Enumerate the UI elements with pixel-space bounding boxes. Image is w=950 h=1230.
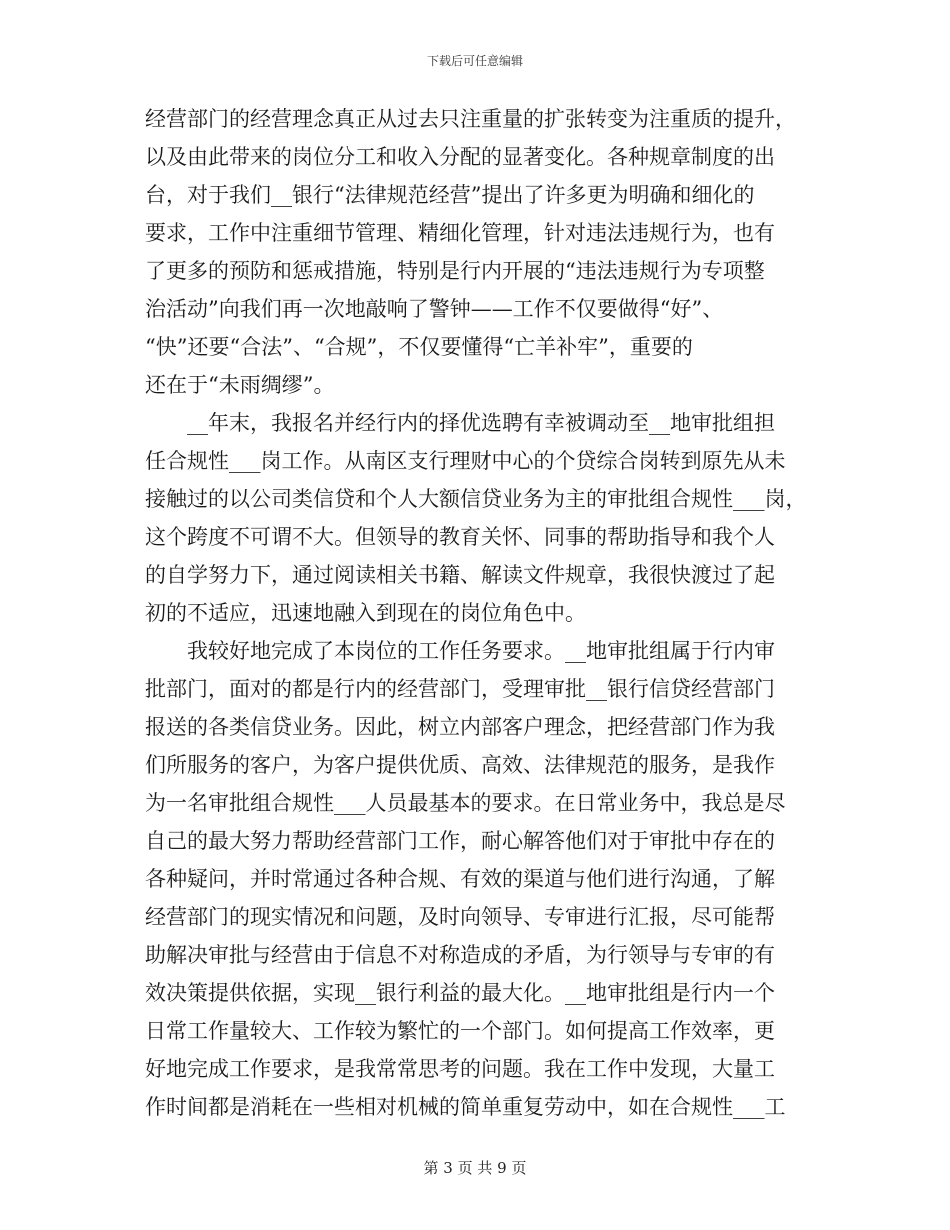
text-line: 报送的各类信贷业务。因此，树立内部客户理念，把经营部门作为我 xyxy=(145,715,775,739)
text-line: 要求，工作中注重细节管理、精细化管理，针对违法违规行为，也有 xyxy=(145,221,775,245)
text-line: __年末，我报名并经行内的择优选聘有幸被调动至__地审批组担 xyxy=(145,411,775,435)
page-number: 第 3 页 共 9 页 xyxy=(423,1159,527,1177)
text-line: 初的不适应，迅速地融入到现在的岗位角色中。 xyxy=(145,601,586,625)
page-header: 下载后可任意编辑 xyxy=(426,54,523,68)
text-line: 效决策提供依据，实现__银行利益的最大化。__地审批组是行内一个 xyxy=(145,981,775,1005)
text-line: 以及由此带来的岗位分工和收入分配的显著变化。各种规章制度的出 xyxy=(145,145,775,169)
text-line: 经营部门的经营理念真正从过去只注重量的扩张转变为注重质的提升， xyxy=(145,107,796,131)
text-line: 的自学努力下，通过阅读相关书籍、解读文件规章，我很快渡过了起 xyxy=(145,563,775,587)
document-body xyxy=(145,100,810,1126)
text-line: 作时间都是消耗在一些相对机械的简单重复劳动中，如在合规性___工 xyxy=(145,1095,786,1119)
text-line: 自己的最大努力帮助经营部门工作，耐心解答他们对于审批中存在的 xyxy=(145,829,775,853)
text-line: 我较好地完成了本岗位的工作任务要求。__地审批组属于行内审 xyxy=(145,639,775,663)
text-line: 助解决审批与经营由于信息不对称造成的矛盾，为行领导与专审的有 xyxy=(145,943,775,967)
text-line: 好地完成工作要求，是我常常思考的问题。我在工作中发现，大量工 xyxy=(145,1057,775,1081)
text-line: 治活动”向我们再一次地敲响了警钟——工作不仅要做得“好”、 xyxy=(145,297,724,321)
text-line: 各种疑问，并时常通过各种合规、有效的渠道与他们进行沟通，了解 xyxy=(145,867,775,891)
text-line: “快”还要“合法”、“合规”，不仅要懂得“亡羊补牢”，重要的 xyxy=(145,335,693,359)
text-line: 接触过的以公司类信贷和个人大额信贷业务为主的审批组合规性___岗， xyxy=(145,487,807,511)
text-line: 批部门，面对的都是行内的经营部门，受理审批__银行信贷经营部门 xyxy=(145,677,775,701)
text-line: 为一名审批组合规性___人员最基本的要求。在日常业务中，我总是尽 xyxy=(145,791,786,815)
text-line: 日常工作量较大、工作较为繁忙的一个部门。如何提高工作效率，更 xyxy=(145,1019,775,1043)
text-line: 经营部门的现实情况和问题，及时向领导、专审进行汇报，尽可能帮 xyxy=(145,905,775,929)
text-line: 台，对于我们__银行“法律规范经营”提出了许多更为明确和细化的 xyxy=(145,183,755,207)
text-line: 了更多的预防和惩戒措施，特别是行内开展的“违法违规行为专项整 xyxy=(145,259,765,283)
text-line: 还在于“未雨绸缪”。 xyxy=(145,373,335,397)
text-line: 这个跨度不可谓不大。但领导的教育关怀、同事的帮助指导和我个人 xyxy=(145,525,775,549)
text-line: 任合规性___岗工作。从南区支行理财中心的个贷综合岗转到原先从未 xyxy=(145,449,786,473)
text-line: 们所服务的客户，为客户提供优质、高效、法律规范的服务，是我作 xyxy=(145,753,775,777)
